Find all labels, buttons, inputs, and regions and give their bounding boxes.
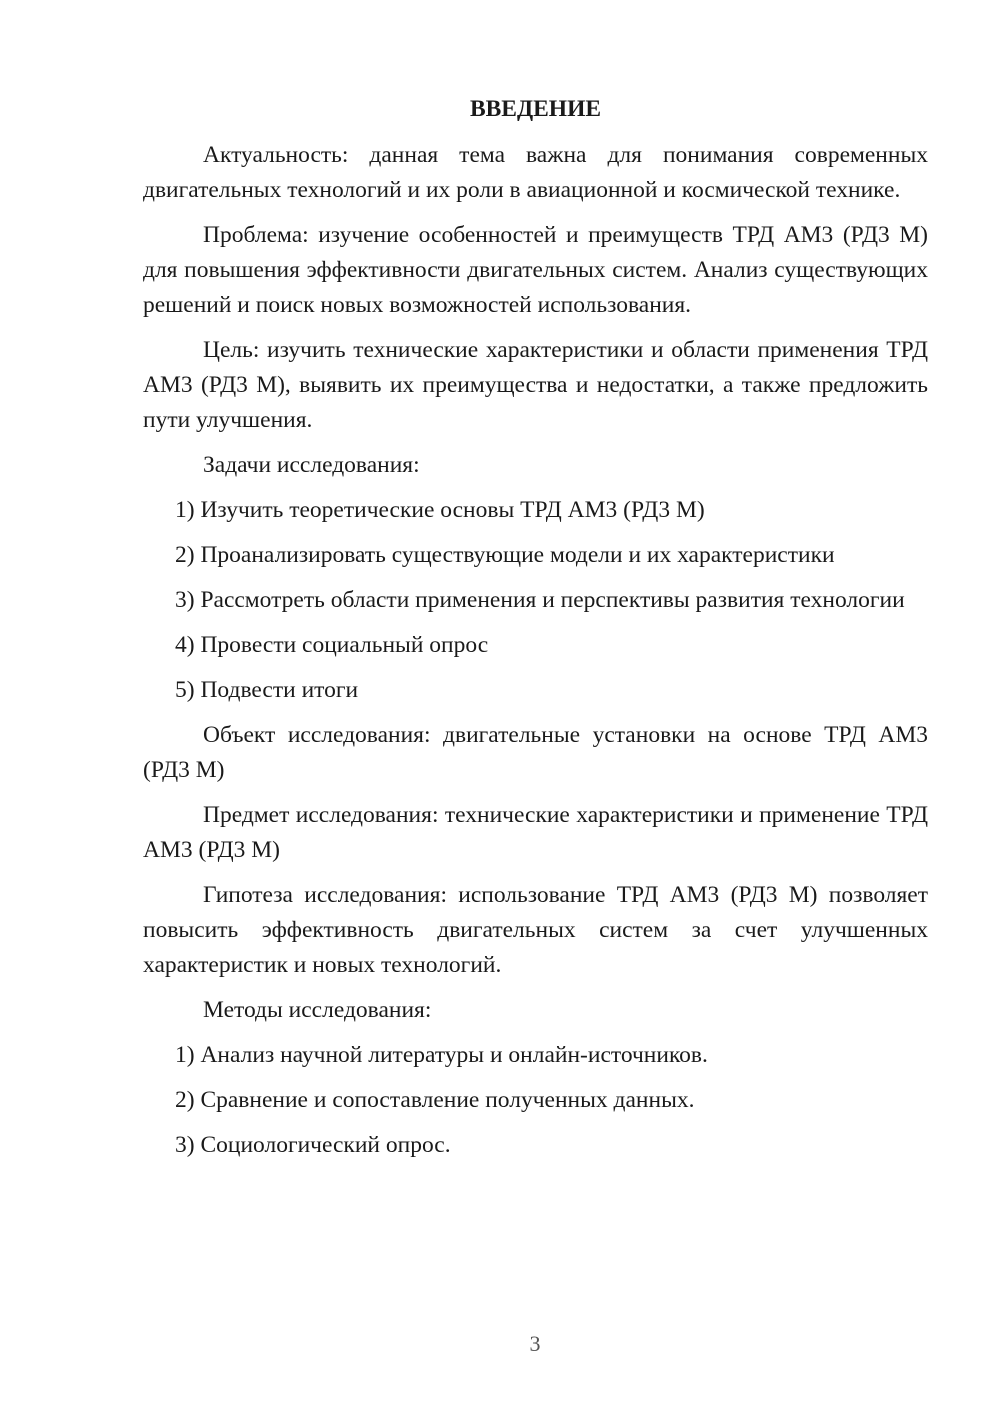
object-paragraph: Объект исследования: двигательные установки на основе ТРД АМ3 (РД3 М) [143,722,928,783]
relevance-paragraph: Актуальность: данная тема важна для понимания современных двигательных технологий и их роли в авиационной и космической технике. [143,142,928,203]
task-item-2: 2) Проанализировать существующие модели и их характеристики [175,542,835,568]
subject-paragraph: Предмет исследования: технические характеристики и применение ТРД АМ3 (РД3 М) [143,802,928,863]
task-item-3: 3) Рассмотреть области применения и перспективы развития технологии [175,587,905,613]
method-item-3: 3) Социологический опрос. [175,1132,451,1158]
hypothesis-paragraph: Гипотеза исследования: использование ТРД АМ3 (РД3 М) позволяет повысить эффективность двигательных систем за счет улучшенных характеристик и новых технологий. [143,882,928,978]
task-item-1: 1) Изучить теоретические основы ТРД АМ3 (РД3 М) [175,497,705,523]
problem-paragraph: Проблема: изучение особенностей и преимуществ ТРД АМ3 (РД3 М) для повышения эффективности двигательных систем. Анализ существующих решений и поиск новых возможностей использования. [143,222,928,318]
method-item-2: 2) Сравнение и сопоставление полученных данных. [175,1087,695,1113]
methods-heading: Методы исследования: [203,997,432,1023]
task-item-4: 4) Провести социальный опрос [175,632,489,658]
document-page [143,92,928,1173]
goal-paragraph: Цель: изучить технические характеристики и области применения ТРД АМ3 (РД3 М), выявить их преимущества и недостатки, а также предложить пути улучшения. [143,337,928,433]
task-item-5: 5) Подвести итоги [175,677,359,703]
section-title: ВВЕДЕНИЕ [469,96,602,122]
tasks-heading: Задачи исследования: [203,452,420,478]
page-number: 3 [529,1331,541,1356]
method-item-1: 1) Анализ научной литературы и онлайн-источников. [175,1042,708,1068]
